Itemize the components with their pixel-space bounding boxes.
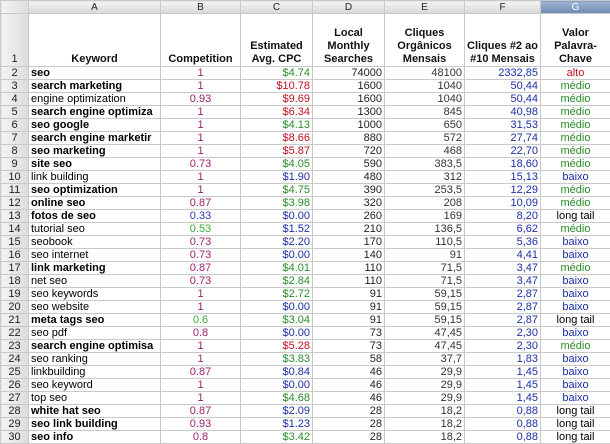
table-row	[1, 145, 610, 158]
cell-competition[interactable]: 1	[161, 288, 241, 301]
cell-cpc[interactable]: $0.84	[241, 366, 313, 379]
cell-competition[interactable]: 0.87	[161, 366, 241, 379]
cell-competition[interactable]: 1	[161, 301, 241, 314]
cell-cliques-organicos[interactable]: 383,5	[385, 158, 465, 171]
cell-cliques-organicos[interactable]: 1040	[385, 80, 465, 93]
table-row	[1, 379, 610, 392]
cell-competition[interactable]: 0.73	[161, 236, 241, 249]
cell-local-searches[interactable]: 110	[313, 275, 385, 288]
row-number[interactable]: 26	[1, 379, 29, 392]
cell-valor[interactable]: médio	[541, 119, 610, 132]
cell-competition[interactable]: 1	[161, 392, 241, 405]
cell-cpc[interactable]: $4.13	[241, 119, 313, 132]
row-number[interactable]: 24	[1, 353, 29, 366]
cell-cpc[interactable]: $6.34	[241, 106, 313, 119]
header-row	[1, 14, 610, 67]
cell-local-searches[interactable]: 73	[313, 327, 385, 340]
cell-cpc[interactable]: $2.84	[241, 275, 313, 288]
cell-local-searches[interactable]: 320	[313, 197, 385, 210]
cell-cliques-2-10[interactable]: 4,41	[465, 249, 541, 262]
cell-cliques-organicos[interactable]: 18,2	[385, 431, 465, 444]
cell-competition[interactable]: 1	[161, 340, 241, 353]
cell-competition[interactable]: 1	[161, 119, 241, 132]
cell-local-searches[interactable]: 91	[313, 301, 385, 314]
cell-competition[interactable]: 0.33	[161, 210, 241, 223]
cell-cpc[interactable]: $2.09	[241, 405, 313, 418]
cell-local-searches[interactable]: 58	[313, 353, 385, 366]
cell-competition[interactable]: 1	[161, 80, 241, 93]
cell-competition[interactable]: 0.93	[161, 93, 241, 106]
cell-local-searches[interactable]: 880	[313, 132, 385, 145]
cell-competition[interactable]: 0.6	[161, 314, 241, 327]
cell-cliques-2-10[interactable]: 2,87	[465, 314, 541, 327]
cell-valor[interactable]: long tail	[541, 418, 610, 431]
table-row	[1, 106, 610, 119]
cell-cliques-2-10[interactable]: 2,30	[465, 340, 541, 353]
column-header-a[interactable]: A	[29, 1, 161, 14]
header-valor[interactable]: Valor Palavra-Chave	[541, 14, 610, 67]
cell-cliques-organicos[interactable]: 136,5	[385, 223, 465, 236]
cell-cpc[interactable]: $1.90	[241, 171, 313, 184]
row-number[interactable]: 15	[1, 236, 29, 249]
cell-cliques-organicos[interactable]: 650	[385, 119, 465, 132]
cell-competition[interactable]: 0.73	[161, 158, 241, 171]
cell-valor[interactable]: alto	[541, 67, 610, 80]
table-row	[1, 418, 610, 431]
row-number[interactable]: 12	[1, 197, 29, 210]
cell-cliques-2-10[interactable]: 3,47	[465, 275, 541, 288]
cell-keyword[interactable]: link marketing	[29, 262, 161, 275]
cell-valor[interactable]: baixo	[541, 171, 610, 184]
column-header-b[interactable]: B	[161, 1, 241, 14]
cell-local-searches[interactable]: 46	[313, 366, 385, 379]
cell-cliques-2-10[interactable]: 2,30	[465, 327, 541, 340]
cell-competition[interactable]: 1	[161, 132, 241, 145]
cell-cliques-organicos[interactable]: 110,5	[385, 236, 465, 249]
table-row	[1, 184, 610, 197]
header-cliques-organicos[interactable]: Cliques Orgânicos Mensais	[385, 14, 465, 67]
cell-valor[interactable]: médio	[541, 197, 610, 210]
cell-local-searches[interactable]: 46	[313, 392, 385, 405]
cell-cliques-2-10[interactable]: 18,60	[465, 158, 541, 171]
table-row	[1, 366, 610, 379]
cell-local-searches[interactable]: 1600	[313, 93, 385, 106]
cell-cpc[interactable]: $4.75	[241, 184, 313, 197]
cell-cliques-2-10[interactable]: 50,44	[465, 93, 541, 106]
cell-keyword[interactable]: seo keyword	[29, 379, 161, 392]
cell-cliques-organicos[interactable]: 71,5	[385, 262, 465, 275]
cell-cpc[interactable]: $5.28	[241, 340, 313, 353]
cell-cliques-organicos[interactable]: 59,15	[385, 301, 465, 314]
cell-competition[interactable]: 0.53	[161, 223, 241, 236]
cell-cliques-organicos[interactable]: 29,9	[385, 379, 465, 392]
cell-competition[interactable]: 1	[161, 353, 241, 366]
cell-valor[interactable]: baixo	[541, 275, 610, 288]
cell-cpc[interactable]: $9.69	[241, 93, 313, 106]
cell-keyword[interactable]: top seo	[29, 392, 161, 405]
cell-local-searches[interactable]: 74000	[313, 67, 385, 80]
column-header-d[interactable]: D	[313, 1, 385, 14]
table-row	[1, 236, 610, 249]
cell-local-searches[interactable]: 28	[313, 418, 385, 431]
cell-cpc[interactable]: $0.00	[241, 210, 313, 223]
cell-cliques-2-10[interactable]: 50,44	[465, 80, 541, 93]
cell-cliques-organicos[interactable]: 1040	[385, 93, 465, 106]
cell-valor[interactable]: long tail	[541, 314, 610, 327]
cell-keyword[interactable]: seo pdf	[29, 327, 161, 340]
cell-cliques-2-10[interactable]: 0,88	[465, 405, 541, 418]
cell-local-searches[interactable]: 210	[313, 223, 385, 236]
cell-cpc[interactable]: $0.00	[241, 249, 313, 262]
row-number[interactable]: 7	[1, 132, 29, 145]
cell-local-searches[interactable]: 170	[313, 236, 385, 249]
cell-keyword[interactable]: search engine marketir	[29, 132, 161, 145]
row-number[interactable]: 13	[1, 210, 29, 223]
cell-valor[interactable]: baixo	[541, 236, 610, 249]
table-row	[1, 119, 610, 132]
cell-cliques-2-10[interactable]: 2,87	[465, 301, 541, 314]
cell-valor[interactable]: médio	[541, 93, 610, 106]
cell-cpc[interactable]: $4.05	[241, 158, 313, 171]
cell-cliques-organicos[interactable]: 572	[385, 132, 465, 145]
cell-valor[interactable]: médio	[541, 145, 610, 158]
cell-keyword[interactable]: seo	[29, 67, 161, 80]
row-number[interactable]: 5	[1, 106, 29, 119]
cell-local-searches[interactable]: 46	[313, 379, 385, 392]
cell-cliques-2-10[interactable]: 1,45	[465, 366, 541, 379]
cell-keyword[interactable]: linkbuilding	[29, 366, 161, 379]
row-number[interactable]: 30	[1, 431, 29, 444]
cell-valor[interactable]: long tail	[541, 210, 610, 223]
cell-cpc[interactable]: $0.00	[241, 301, 313, 314]
cell-keyword[interactable]: tutorial seo	[29, 223, 161, 236]
cell-valor[interactable]: baixo	[541, 288, 610, 301]
cell-local-searches[interactable]: 110	[313, 262, 385, 275]
table-row	[1, 132, 610, 145]
cell-keyword[interactable]: seobook	[29, 236, 161, 249]
cell-local-searches[interactable]: 1000	[313, 119, 385, 132]
cell-competition[interactable]: 0.8	[161, 431, 241, 444]
cell-local-searches[interactable]: 590	[313, 158, 385, 171]
cell-keyword[interactable]: white hat seo	[29, 405, 161, 418]
cell-cliques-2-10[interactable]: 1,45	[465, 392, 541, 405]
table-row	[1, 353, 610, 366]
cell-valor[interactable]: médio	[541, 132, 610, 145]
row-number[interactable]: 22	[1, 327, 29, 340]
cell-competition[interactable]: 0.87	[161, 262, 241, 275]
cell-competition[interactable]: 0.73	[161, 249, 241, 262]
cell-keyword[interactable]: meta tags seo	[29, 314, 161, 327]
cell-keyword[interactable]: search engine optimisa	[29, 340, 161, 353]
row-number[interactable]: 19	[1, 288, 29, 301]
cell-valor[interactable]: baixo	[541, 379, 610, 392]
cell-cliques-organicos[interactable]: 29,9	[385, 392, 465, 405]
column-header-c[interactable]: C	[241, 1, 313, 14]
table-row	[1, 392, 610, 405]
cell-local-searches[interactable]: 1600	[313, 80, 385, 93]
cell-cliques-2-10[interactable]: 0,88	[465, 431, 541, 444]
cell-cliques-2-10[interactable]: 31,53	[465, 119, 541, 132]
cell-keyword[interactable]: net seo	[29, 275, 161, 288]
cell-cliques-2-10[interactable]: 10,09	[465, 197, 541, 210]
cell-local-searches[interactable]: 91	[313, 288, 385, 301]
cell-cliques-organicos[interactable]: 845	[385, 106, 465, 119]
cell-cliques-organicos[interactable]: 468	[385, 145, 465, 158]
cell-cpc[interactable]: $2.72	[241, 288, 313, 301]
table-row	[1, 314, 610, 327]
cell-local-searches[interactable]: 28	[313, 431, 385, 444]
cell-cpc[interactable]: $4.01	[241, 262, 313, 275]
cell-competition[interactable]: 1	[161, 379, 241, 392]
cell-local-searches[interactable]: 720	[313, 145, 385, 158]
cell-cpc[interactable]: $3.98	[241, 197, 313, 210]
cell-keyword[interactable]: seo website	[29, 301, 161, 314]
select-all-corner[interactable]	[1, 1, 29, 14]
cell-keyword[interactable]: seo google	[29, 119, 161, 132]
header-cliques-2-10[interactable]: Cliques #2 ao #10 Mensais	[465, 14, 541, 67]
table-row	[1, 67, 610, 80]
header-competition[interactable]: Competition	[161, 14, 241, 67]
cell-keyword[interactable]: seo link building	[29, 418, 161, 431]
cell-keyword[interactable]: seo marketing	[29, 145, 161, 158]
cell-cliques-organicos[interactable]: 37,7	[385, 353, 465, 366]
cell-competition[interactable]: 0.73	[161, 275, 241, 288]
cell-valor[interactable]: baixo	[541, 301, 610, 314]
table-row	[1, 301, 610, 314]
table-row	[1, 223, 610, 236]
row-number[interactable]: 1	[1, 14, 29, 67]
row-number[interactable]: 10	[1, 171, 29, 184]
table-row	[1, 80, 610, 93]
row-number[interactable]: 29	[1, 418, 29, 431]
cell-cpc[interactable]: $10.78	[241, 80, 313, 93]
column-header-row	[1, 1, 610, 14]
row-number[interactable]: 4	[1, 93, 29, 106]
cell-cpc[interactable]: $4.68	[241, 392, 313, 405]
cell-valor[interactable]: médio	[541, 184, 610, 197]
row-number[interactable]: 25	[1, 366, 29, 379]
cell-cliques-organicos[interactable]: 18,2	[385, 418, 465, 431]
cell-cpc[interactable]: $5.87	[241, 145, 313, 158]
row-number[interactable]: 17	[1, 262, 29, 275]
cell-keyword[interactable]: seo keywords	[29, 288, 161, 301]
cell-valor[interactable]: médio	[541, 262, 610, 275]
table-row	[1, 171, 610, 184]
cell-keyword[interactable]: fotos de seo	[29, 210, 161, 223]
cell-cliques-organicos[interactable]: 253,5	[385, 184, 465, 197]
cell-cliques-organicos[interactable]: 169	[385, 210, 465, 223]
cell-competition[interactable]: 0.87	[161, 197, 241, 210]
row-number[interactable]: 27	[1, 392, 29, 405]
header-cpc[interactable]: Estimated Avg. CPC	[241, 14, 313, 67]
cell-cliques-organicos[interactable]: 47,45	[385, 327, 465, 340]
cell-cpc[interactable]: $3.42	[241, 431, 313, 444]
cell-cliques-2-10[interactable]: 0,88	[465, 418, 541, 431]
cell-local-searches[interactable]: 73	[313, 340, 385, 353]
cell-cpc[interactable]: $1.52	[241, 223, 313, 236]
cell-cliques-organicos[interactable]: 18,2	[385, 405, 465, 418]
row-number[interactable]: 9	[1, 158, 29, 171]
cell-cliques-organicos[interactable]: 208	[385, 197, 465, 210]
cell-keyword[interactable]: seo ranking	[29, 353, 161, 366]
cell-valor[interactable]: médio	[541, 223, 610, 236]
table-row	[1, 197, 610, 210]
cell-valor[interactable]: baixo	[541, 249, 610, 262]
cell-cpc[interactable]: $2.20	[241, 236, 313, 249]
cell-cliques-organicos[interactable]: 71,5	[385, 275, 465, 288]
cell-keyword[interactable]: seo internet	[29, 249, 161, 262]
cell-competition[interactable]: 1	[161, 171, 241, 184]
cell-valor[interactable]: baixo	[541, 392, 610, 405]
cell-cliques-2-10[interactable]: 1,45	[465, 379, 541, 392]
cell-local-searches[interactable]: 140	[313, 249, 385, 262]
cell-cliques-organicos[interactable]: 59,15	[385, 288, 465, 301]
cell-keyword[interactable]: engine optimization	[29, 93, 161, 106]
cell-cliques-organicos[interactable]: 29,9	[385, 366, 465, 379]
cell-cpc[interactable]: $0.00	[241, 327, 313, 340]
column-header-f[interactable]: F	[465, 1, 541, 14]
cell-valor[interactable]: baixo	[541, 366, 610, 379]
cell-cliques-2-10[interactable]: 1,83	[465, 353, 541, 366]
row-number[interactable]: 20	[1, 301, 29, 314]
cell-keyword[interactable]: search engine optimiza	[29, 106, 161, 119]
column-header-g[interactable]: G	[541, 1, 610, 14]
row-number[interactable]: 6	[1, 119, 29, 132]
cell-valor[interactable]: long tail	[541, 405, 610, 418]
cell-valor[interactable]: médio	[541, 340, 610, 353]
row-number[interactable]: 23	[1, 340, 29, 353]
row-number[interactable]: 21	[1, 314, 29, 327]
table-row	[1, 210, 610, 223]
cell-local-searches[interactable]: 480	[313, 171, 385, 184]
cell-valor[interactable]: médio	[541, 158, 610, 171]
row-number[interactable]: 2	[1, 67, 29, 80]
cell-cliques-2-10[interactable]: 27,74	[465, 132, 541, 145]
cell-competition[interactable]: 0.8	[161, 327, 241, 340]
table-row	[1, 158, 610, 171]
cell-keyword[interactable]: online seo	[29, 197, 161, 210]
cell-cliques-organicos[interactable]: 91	[385, 249, 465, 262]
cell-cliques-2-10[interactable]: 40,98	[465, 106, 541, 119]
cell-local-searches[interactable]: 91	[313, 314, 385, 327]
cell-local-searches[interactable]: 390	[313, 184, 385, 197]
table-row	[1, 93, 610, 106]
row-number[interactable]: 8	[1, 145, 29, 158]
table-row	[1, 249, 610, 262]
cell-valor[interactable]: baixo	[541, 353, 610, 366]
cell-cliques-organicos[interactable]: 47,45	[385, 340, 465, 353]
row-number[interactable]: 11	[1, 184, 29, 197]
table-row	[1, 340, 610, 353]
cell-keyword[interactable]: site seo	[29, 158, 161, 171]
cell-competition[interactable]: 1	[161, 145, 241, 158]
table-row	[1, 288, 610, 301]
cell-keyword[interactable]: seo optimization	[29, 184, 161, 197]
table-row	[1, 431, 610, 444]
cell-cliques-organicos[interactable]: 48100	[385, 67, 465, 80]
cell-competition[interactable]: 0.87	[161, 405, 241, 418]
cell-competition[interactable]: 1	[161, 67, 241, 80]
cell-cliques-2-10[interactable]: 8,20	[465, 210, 541, 223]
cell-cliques-2-10[interactable]: 22,70	[465, 145, 541, 158]
cell-cpc[interactable]: $8.66	[241, 132, 313, 145]
cell-keyword[interactable]: search marketing	[29, 80, 161, 93]
cell-valor[interactable]: médio	[541, 106, 610, 119]
cell-valor[interactable]: baixo	[541, 327, 610, 340]
cell-cliques-organicos[interactable]: 59,15	[385, 314, 465, 327]
cell-valor[interactable]: long tail	[541, 431, 610, 444]
cell-cliques-2-10[interactable]: 2332,85	[465, 67, 541, 80]
cell-cpc[interactable]: $3.04	[241, 314, 313, 327]
table-row	[1, 327, 610, 340]
row-number[interactable]: 16	[1, 249, 29, 262]
cell-cpc[interactable]: $4.74	[241, 67, 313, 80]
table-row	[1, 405, 610, 418]
header-local-searches[interactable]: Local Monthly Searches	[313, 14, 385, 67]
cell-competition[interactable]: 0.93	[161, 418, 241, 431]
table-row	[1, 275, 610, 288]
row-number[interactable]: 14	[1, 223, 29, 236]
table-row	[1, 262, 610, 275]
cell-cpc[interactable]: $1.23	[241, 418, 313, 431]
row-number[interactable]: 28	[1, 405, 29, 418]
cell-cliques-2-10[interactable]: 15,13	[465, 171, 541, 184]
cell-competition[interactable]: 1	[161, 106, 241, 119]
row-number[interactable]: 18	[1, 275, 29, 288]
cell-keyword[interactable]: link building	[29, 171, 161, 184]
cell-cliques-2-10[interactable]: 5,36	[465, 236, 541, 249]
cell-cpc[interactable]: $0.00	[241, 379, 313, 392]
cell-cliques-2-10[interactable]: 12,29	[465, 184, 541, 197]
cell-cliques-2-10[interactable]: 3,47	[465, 262, 541, 275]
cell-cpc[interactable]: $3.83	[241, 353, 313, 366]
cell-local-searches[interactable]: 260	[313, 210, 385, 223]
cell-local-searches[interactable]: 28	[313, 405, 385, 418]
cell-valor[interactable]: médio	[541, 80, 610, 93]
cell-cliques-2-10[interactable]: 2,87	[465, 288, 541, 301]
cell-local-searches[interactable]: 1300	[313, 106, 385, 119]
row-number[interactable]: 3	[1, 80, 29, 93]
cell-keyword[interactable]: seo info	[29, 431, 161, 444]
cell-cliques-organicos[interactable]: 312	[385, 171, 465, 184]
column-header-e[interactable]: E	[385, 1, 465, 14]
cell-cliques-2-10[interactable]: 6,62	[465, 223, 541, 236]
cell-competition[interactable]: 1	[161, 184, 241, 197]
header-keyword[interactable]: Keyword	[29, 14, 161, 67]
